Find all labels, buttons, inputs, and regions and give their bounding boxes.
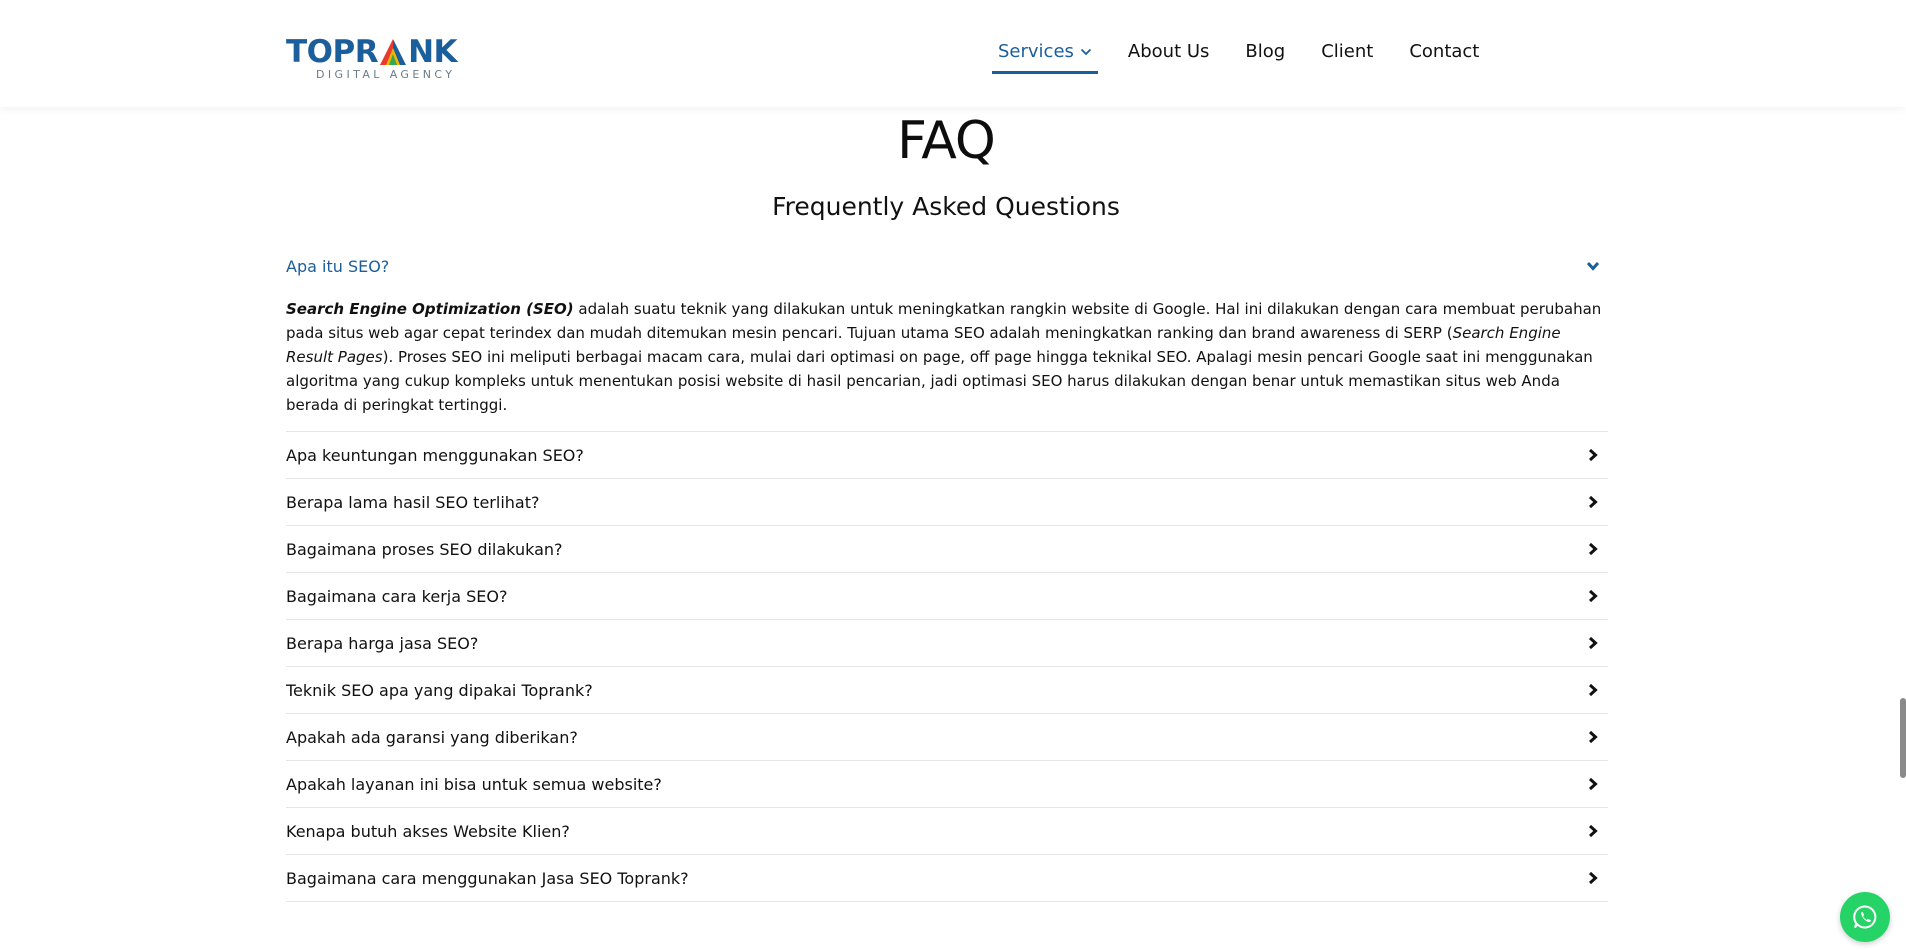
nav-item-contact[interactable]: Contact [1409,41,1480,62]
faq-item[interactable] [286,478,1608,525]
faq-item[interactable] [286,760,1608,807]
chevron-right-icon [1586,730,1600,744]
chevron-right-icon [1586,542,1600,556]
logo-word-left: TOPR [286,34,379,70]
faq-subtitle: Frequently Asked Questions [772,192,1120,221]
faq-answer [286,297,1608,431]
faq-question: Berapa lama hasil SEO terlihat? [286,492,540,512]
faq-answer-term: Search Engine Optimization (SEO) [286,300,574,318]
chevron-right-icon [1586,495,1600,509]
faq-item[interactable] [286,525,1608,572]
faq-title: FAQ [897,111,995,171]
faq-question: Bagaimana proses SEO dilakukan? [286,539,563,559]
faq-item[interactable] [286,666,1608,713]
chevron-right-icon [1586,636,1600,650]
faq-question: Apa itu SEO? [286,256,390,276]
whatsapp-icon [1852,904,1878,930]
faq-question: Berapa harga jasa SEO? [286,633,479,653]
faq-answer-italic: Search Engine Result Pages [286,324,1561,366]
chevron-right-icon [1586,824,1600,838]
chevron-down-icon [1586,259,1600,273]
whatsapp-chat-button[interactable] [1840,892,1890,942]
faq-item[interactable] [286,619,1608,666]
faq-question: Teknik SEO apa yang dipakai Toprank? [286,680,593,700]
logo-tagline: DIGITAL AGENCY [316,68,456,81]
logo-a-triangle-icon [378,38,408,66]
chevron-right-icon [1586,589,1600,603]
faq-answer-text: adalah suatu teknik yang dilakukan untuk meningkatkan rangkin website di Google. Hal ini dilakukan dengan cara membuat perubahan pada situs web agar cepat terindex dan mudah ditemukan mesin pencari. Tujuan utama SEO adalah meningkatkan ranking dan brand awareness di SERP ( [286,300,1602,342]
faq-question: Apakah layanan ini bisa untuk semua website? [286,774,662,794]
nav-item-label: Services [998,41,1074,62]
logo-wordmark [286,34,498,70]
chevron-right-icon [1586,871,1600,885]
faq-answer-text: ). Proses SEO ini meliputi berbagai macam cara, mulai dari optimasi on page, off page hingga teknikal SEO. Apalagi mesin pencari Google saat ini menggunakan algoritma yang cukup kompleks untuk menentukan posisi website di hasil pencarian, jadi optimasi SEO harus dilakukan dengan benar untuk memastikan situs web Anda berada di peringkat tertinggi. [286,348,1593,414]
faq-question: Bagaimana cara menggunakan Jasa SEO Toprank? [286,868,689,888]
faq-accordion [286,243,1608,902]
nav-item-services[interactable] [992,34,1098,74]
page-scrollbar[interactable] [1900,698,1906,778]
faq-question: Apakah ada garansi yang diberikan? [286,727,578,747]
faq-item[interactable] [286,807,1608,854]
chevron-right-icon [1586,448,1600,462]
toprank-logo[interactable] [286,34,498,83]
main-nav [992,34,1509,74]
faq-question: Kenapa butuh akses Website Klien? [286,821,570,841]
faq-item[interactable] [286,713,1608,760]
logo-word-right: NK [408,34,458,70]
faq-item[interactable] [286,431,1608,478]
faq-question: Bagaimana cara kerja SEO? [286,586,508,606]
faq-question: Apa keuntungan menggunakan SEO? [286,445,584,465]
nav-item-blog[interactable]: Blog [1245,41,1286,62]
nav-item-about-us[interactable]: About Us [1127,41,1210,62]
chevron-right-icon [1586,777,1600,791]
site-header [0,0,1906,107]
nav-item-client[interactable]: Client [1321,41,1374,62]
faq-item[interactable] [286,572,1608,619]
chevron-down-icon [1080,48,1092,56]
faq-item-open-header[interactable] [286,243,1608,289]
chevron-right-icon [1586,683,1600,697]
faq-item[interactable] [286,854,1608,902]
